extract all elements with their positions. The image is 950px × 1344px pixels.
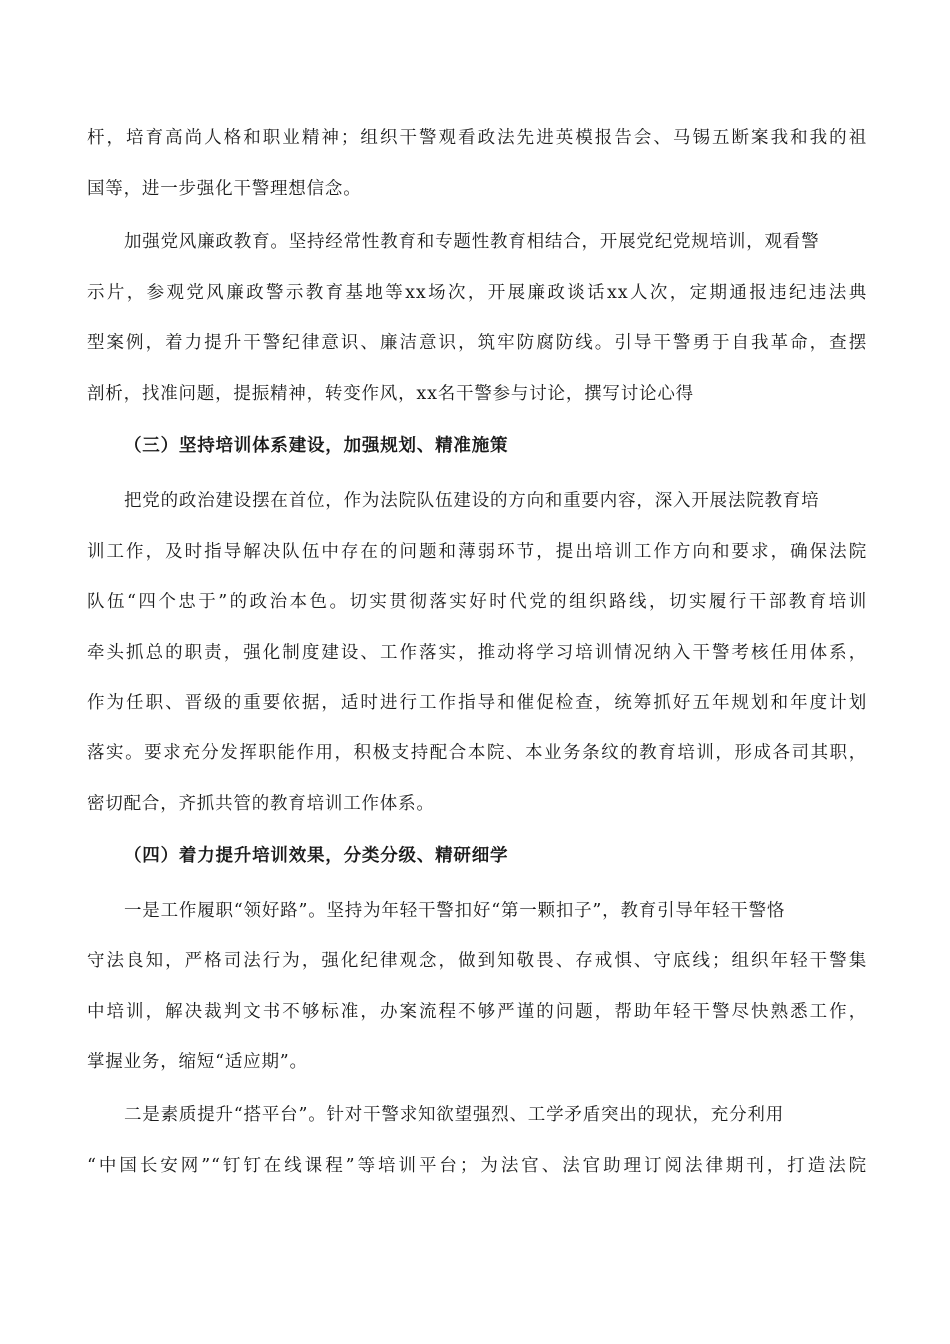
paragraph-line: 加强党风廉政教育。坚持经常性教育和专题性教育相结合，开展党纪党规培训，观看警 <box>124 232 820 252</box>
paragraph-line: 把党的政治建设摆在首位，作为法院队伍建设的方向和重要内容，深入开展法院教育培 <box>124 491 820 511</box>
paragraph-line: 训工作，及时指导解决队伍中存在的问题和薄弱环节，提出培训工作方向和要求，确保法院 <box>87 542 867 562</box>
paragraph-line: 作为任职、晋级的重要依据，适时进行工作指导和催促检查，统筹抓好五年规划和年度计划 <box>87 693 867 713</box>
paragraph-line: 国等，进一步强化干警理想信念。 <box>87 179 362 199</box>
paragraph-line: 一是工作履职“领好路”。坚持为年轻干警扣好“第一颗扣子”，教育引导年轻干警恪 <box>124 901 786 921</box>
paragraph-line: 落实。要求充分发挥职能作用，积极支持配合本院、本业务条纹的教育培训，形成各司其职， <box>87 743 867 763</box>
paragraph-line: “中国长安网”“钉钉在线课程”等培训平台；为法官、法官助理订阅法律期刊，打造法院 <box>87 1156 867 1176</box>
paragraph-line: 示片，参观党风廉政警示教育基地等xx场次，开展廉政谈话xx人次，定期通报违纪违法典 <box>87 283 867 303</box>
paragraph-line: 型案例，着力提升干警纪律意识、廉洁意识，筑牢防腐防线。引导干警勇于自我革命，查摆 <box>87 333 867 353</box>
paragraph-line: 队伍“四个忠于”的政治本色。切实贯彻落实好时代党的组织路线，切实履行干部教育培训 <box>87 592 867 612</box>
paragraph-line: 密切配合，齐抓共管的教育培训工作体系。 <box>87 794 435 814</box>
section-heading: （四）着力提升培训效果，分类分级、精研细学 <box>124 846 509 866</box>
paragraph-line: 中培训，解决裁判文书不够标准，办案流程不够严谨的问题，帮助年轻干警尽快熟悉工作， <box>87 1002 867 1022</box>
paragraph-line: 二是素质提升“搭平台”。针对干警求知欲望强烈、工学矛盾突出的现状，充分利用 <box>124 1105 784 1125</box>
paragraph-line: 牵头抓总的职责，强化制度建设、工作落实，推动将学习培训情况纳入干警考核任用体系， <box>87 643 867 663</box>
paragraph-line: 掌握业务，缩短“适应期”。 <box>87 1052 308 1072</box>
paragraph-line: 剖析，找准问题，提振精神，转变作风，xx名干警参与讨论，撰写讨论心得 <box>87 384 694 404</box>
section-heading: （三）坚持培训体系建设，加强规划、精准施策 <box>124 436 509 456</box>
paragraph-line: 杆，培育高尚人格和职业精神；组织干警观看政法先进英模报告会、马锡五断案我和我的祖 <box>87 128 867 148</box>
paragraph-line: 守法良知，严格司法行为，强化纪律观念，做到知敬畏、存戒惧、守底线；组织年轻干警集 <box>87 951 867 971</box>
